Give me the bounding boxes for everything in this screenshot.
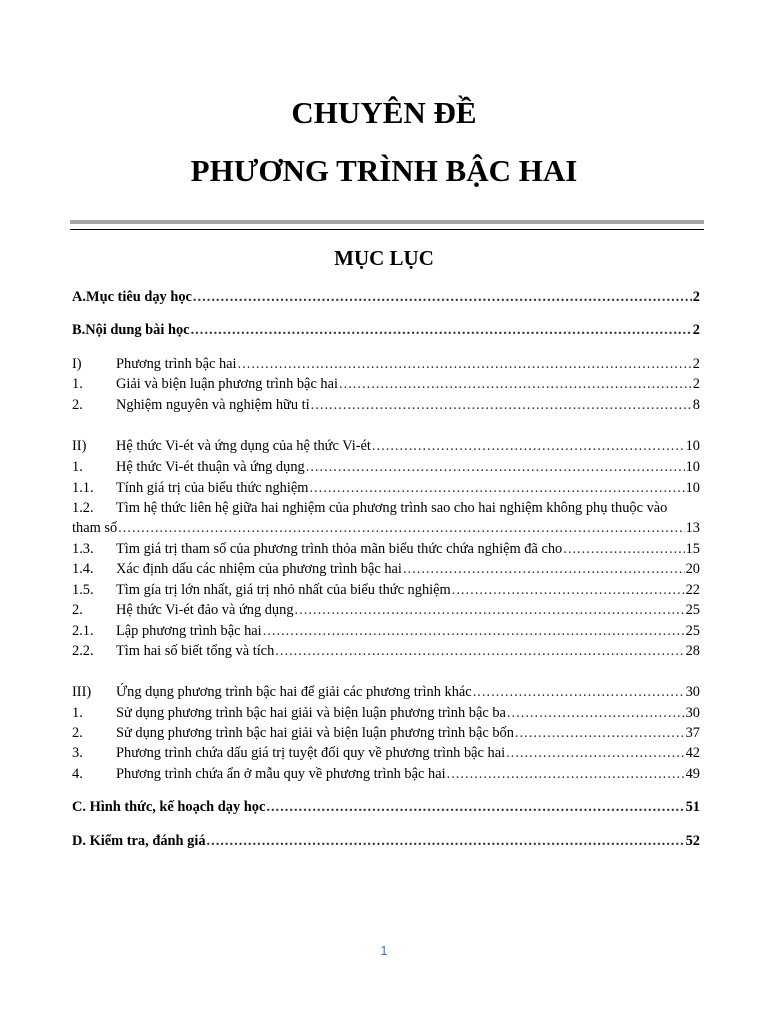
toc-entry-text: Sử dụng phương trình bậc hai giải và biện luận phương trình bậc ba [116,705,506,721]
toc-entry[interactable] [72,704,700,723]
toc-leader-dots [473,683,685,702]
document-title-line2: PHƯƠNG TRÌNH BẬC HAI [190,153,578,188]
toc-entry-page: 2 [692,376,700,392]
title-divider-thin [70,229,704,230]
toc-entry-text: Hệ thức Vi-ét đảo và ứng dụng [116,602,294,618]
toc-entry-text: D. Kiểm tra, đánh giá [72,833,206,849]
toc-entry-text: Tìm hệ thức liên hệ giữa hai nghiệm của phương trình sao cho hai nghiệm không phụ thuộc vào [116,500,668,516]
toc-entry-number: 2. [72,397,83,413]
toc-leader-dots [452,581,685,600]
toc-entry-d[interactable] [72,832,700,851]
toc-entry-page: 28 [685,643,700,659]
toc-entry-number: 1. [72,705,83,721]
toc-entry-page: 10 [685,459,700,475]
toc-leader-dots [515,724,685,743]
page-number: 1 [380,943,388,958]
toc-leader-dots [295,601,685,620]
toc-entry-number: 1.4. [72,561,94,577]
toc-entry[interactable] [72,642,700,661]
toc-leader-dots [403,560,685,579]
toc-entry-text: Sử dụng phương trình bậc hai giải và biện luận phương trình bậc bốn [116,725,514,741]
toc-entry-page: 25 [685,623,700,639]
document-title-line1: CHUYÊN ĐỀ [291,95,477,130]
toc-entry-page: 51 [685,799,700,815]
toc-entry-a[interactable] [72,288,700,307]
toc-leader-dots [238,355,692,374]
toc-entry-number: II) [72,438,87,454]
toc-entry[interactable] [72,458,700,477]
toc-entry-text: B.Nội dung bài học [72,322,190,338]
toc-entry-b[interactable] [72,321,700,340]
toc-entry-text: Tính giá trị của biểu thức nghiệm [116,480,309,496]
toc-entry-text: Xác định dấu các nhiệm của phương trình bậc hai [116,561,402,577]
toc-entry-text: Tìm giá trị tham số của phương trình thỏa mãn biểu thức chứa nghiệm đã cho [116,541,563,557]
toc-entry-page: 42 [685,745,700,761]
toc-entry-text: C. Hình thức, kế hoạch dạy học [72,799,266,815]
toc-entry-page: 22 [685,582,700,598]
toc-entry-number: 1.5. [72,582,94,598]
toc-entry-page: 52 [685,833,700,849]
toc-entry-number: 2. [72,725,83,741]
toc-entry-page: 30 [685,705,700,721]
toc-entry-number: 1. [72,459,83,475]
toc-entry[interactable] [72,396,700,415]
toc-entry-text: Tìm hai số biết tổng và tích [116,643,275,659]
toc-entry-page: 25 [685,602,700,618]
toc-entry[interactable] [72,437,700,456]
toc-entry-text: Phương trình bậc hai [116,356,237,372]
toc-entry[interactable] [72,744,700,763]
toc-entry-number: 1.1. [72,480,94,496]
toc-entry-text: Nghiệm nguyên và nghiệm hữu tỉ [116,397,310,413]
toc-entry[interactable] [72,581,700,600]
toc-entry-number: 2.2. [72,643,94,659]
toc-leader-dots [266,798,684,817]
toc-entry[interactable] [72,479,700,498]
toc-entry-page: 15 [685,541,700,557]
toc-leader-dots [306,458,685,477]
toc-entry-page: 2 [692,356,700,372]
toc-entry-text: Lập phương trình bậc hai [116,623,262,639]
toc-leader-dots [263,622,685,641]
toc-entry-number: 2. [72,602,83,618]
toc-entry-page: 10 [685,438,700,454]
toc-entry-page: 30 [685,684,700,700]
toc-entry[interactable] [72,540,700,559]
toc-leader-dots [191,321,692,340]
toc-entry-text: A.Mục tiêu dạy học [72,289,192,305]
toc-leader-dots [309,479,684,498]
toc-entry-number: 3. [72,745,83,761]
toc-leader-dots [275,642,684,661]
toc-leader-dots [447,765,685,784]
toc-entry[interactable] [72,765,700,784]
toc-entry-page: 20 [685,561,700,577]
toc-entry-text: Phương trình chứa dấu giá trị tuyệt đối quy về phương trình bậc hai [116,745,506,761]
toc-entry-number: 1.2. [72,500,94,516]
toc-leader-dots [506,744,684,763]
toc-entry-number: 1.3. [72,541,94,557]
toc-entry-number: 2.1. [72,623,94,639]
toc-entry-number: III) [72,684,92,700]
toc-entry-text: Giải và biện luận phương trình bậc hai [116,376,339,392]
toc-leader-dots [193,288,692,307]
toc-entry-wrapped[interactable] [72,499,700,518]
toc-entry-text: Ứng dụng phương trình bậc hai để giải các phương trình khác [116,684,472,700]
toc-entry[interactable] [72,724,700,743]
toc-entry-page: 37 [685,725,700,741]
toc-entry-page: 13 [685,520,700,536]
toc-entry-number: 4. [72,766,83,782]
toc-entry[interactable] [72,601,700,620]
toc-leader-dots [207,832,685,851]
toc-entry-text-continuation: tham số [72,520,118,536]
toc-entry-page: 49 [685,766,700,782]
toc-entry[interactable] [72,683,700,702]
toc-leader-dots [339,375,692,394]
toc-entry-page: 2 [692,322,700,338]
toc-entry-page: 2 [692,289,700,305]
toc-entry-number: I) [72,356,82,372]
toc-entry-continuation[interactable] [72,519,700,538]
toc-entry[interactable] [72,355,700,374]
toc-leader-dots [311,396,692,415]
toc-entry-page: 10 [685,480,700,496]
toc-entry-text: Phương trình chứa ẩn ở mẫu quy về phương trình bậc hai [116,766,446,782]
toc-entry-text: Hệ thức Vi-ét thuận và ứng dụng [116,459,305,475]
toc-entry-number: 1. [72,376,83,392]
toc-entry[interactable] [72,560,700,579]
toc-entry[interactable] [72,375,700,394]
title-divider-thick [70,220,704,224]
toc-leader-dots [372,437,685,456]
toc-entry[interactable] [72,622,700,641]
toc-entry-text: Hệ thức Vi-ét và ứng dụng của hệ thức Vi-ét [116,438,371,454]
toc-leader-dots [118,519,684,538]
toc-leader-dots [563,540,684,559]
toc-entry-c[interactable] [72,798,700,817]
toc-heading: MỤC LỤC [334,246,434,270]
toc-entry-page: 8 [692,397,700,413]
toc-leader-dots [507,704,685,723]
toc-entry-text: Tìm gía trị lớn nhất, giá trị nhỏ nhất của biểu thức nghiệm [116,582,451,598]
